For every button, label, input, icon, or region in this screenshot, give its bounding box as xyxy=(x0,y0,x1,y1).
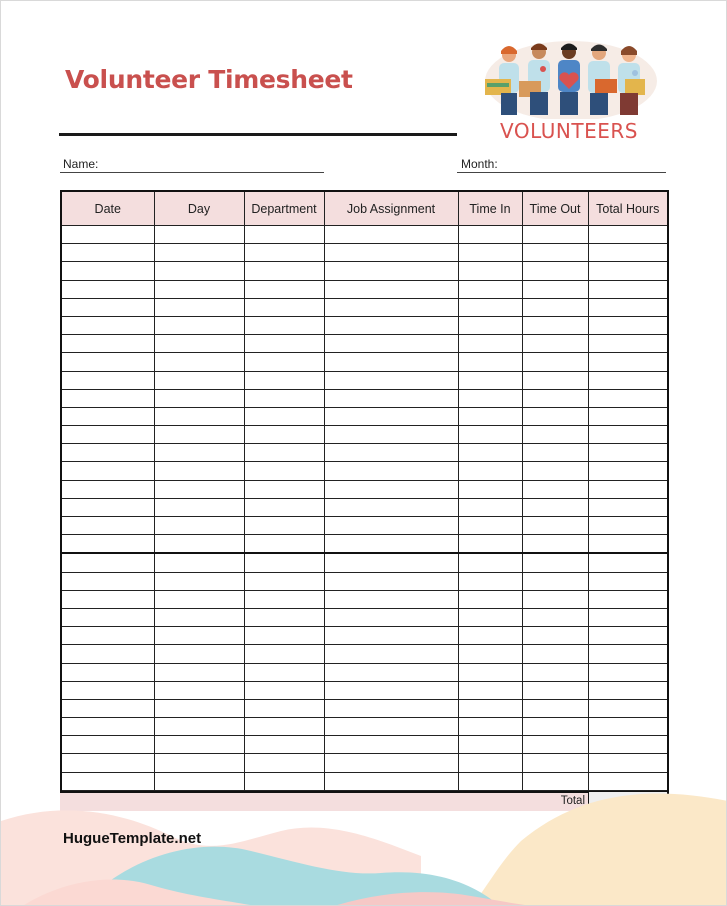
cell-department[interactable] xyxy=(244,498,324,516)
cell-department[interactable] xyxy=(244,371,324,389)
cell-day[interactable] xyxy=(154,316,244,334)
cell-day[interactable] xyxy=(154,498,244,516)
cell-day[interactable] xyxy=(154,444,244,462)
table-row xyxy=(61,335,668,353)
cell-time-out[interactable] xyxy=(522,718,588,736)
cell-total-hours[interactable] xyxy=(588,353,668,371)
cell-day[interactable] xyxy=(154,627,244,645)
cell-date[interactable] xyxy=(61,608,154,626)
cell-total-hours[interactable] xyxy=(588,498,668,516)
cell-job-assignment[interactable] xyxy=(324,590,458,608)
cell-job-assignment[interactable] xyxy=(324,627,458,645)
cell-total-hours[interactable] xyxy=(588,480,668,498)
cell-day[interactable] xyxy=(154,407,244,425)
cell-date[interactable] xyxy=(61,444,154,462)
cell-job-assignment[interactable] xyxy=(324,444,458,462)
cell-job-assignment[interactable] xyxy=(324,426,458,444)
cell-department[interactable] xyxy=(244,590,324,608)
table-row xyxy=(61,699,668,717)
header-day: Day xyxy=(154,191,244,226)
table-row xyxy=(61,498,668,516)
cell-time-out[interactable] xyxy=(522,663,588,681)
cell-department[interactable] xyxy=(244,226,324,244)
cell-time-in[interactable] xyxy=(458,262,522,280)
header-time-in: Time In xyxy=(458,191,522,226)
cell-job-assignment[interactable] xyxy=(324,280,458,298)
cell-time-in[interactable] xyxy=(458,444,522,462)
cell-total-hours[interactable] xyxy=(588,335,668,353)
cell-time-in[interactable] xyxy=(458,371,522,389)
cell-time-out[interactable] xyxy=(522,389,588,407)
cell-job-assignment[interactable] xyxy=(324,608,458,626)
cell-total-hours[interactable] xyxy=(588,754,668,772)
cell-total-hours[interactable] xyxy=(588,316,668,334)
cell-time-in[interactable] xyxy=(458,553,522,572)
cell-time-out[interactable] xyxy=(522,535,588,554)
table-row xyxy=(61,663,668,681)
cell-job-assignment[interactable] xyxy=(324,718,458,736)
header-job-assignment: Job Assignment xyxy=(324,191,458,226)
cell-date[interactable] xyxy=(61,663,154,681)
cell-day[interactable] xyxy=(154,226,244,244)
cell-time-out[interactable] xyxy=(522,645,588,663)
table-row xyxy=(61,480,668,498)
cell-day[interactable] xyxy=(154,517,244,535)
table-row xyxy=(61,353,668,371)
cell-department[interactable] xyxy=(244,736,324,754)
cell-total-hours[interactable] xyxy=(588,444,668,462)
cell-time-in[interactable] xyxy=(458,335,522,353)
cell-total-hours[interactable] xyxy=(588,517,668,535)
cell-department[interactable] xyxy=(244,389,324,407)
cell-time-out[interactable] xyxy=(522,462,588,480)
table-row xyxy=(61,371,668,389)
cell-time-out[interactable] xyxy=(522,608,588,626)
table-row xyxy=(61,389,668,407)
cell-department[interactable] xyxy=(244,244,324,262)
cell-job-assignment[interactable] xyxy=(324,371,458,389)
cell-time-in[interactable] xyxy=(458,736,522,754)
cell-date[interactable] xyxy=(61,645,154,663)
cell-job-assignment[interactable] xyxy=(324,335,458,353)
cell-time-out[interactable] xyxy=(522,335,588,353)
cell-job-assignment[interactable] xyxy=(324,553,458,572)
cell-day[interactable] xyxy=(154,553,244,572)
cell-time-in[interactable] xyxy=(458,389,522,407)
cell-job-assignment[interactable] xyxy=(324,535,458,554)
cell-job-assignment[interactable] xyxy=(324,389,458,407)
cell-day[interactable] xyxy=(154,262,244,280)
cell-time-in[interactable] xyxy=(458,627,522,645)
logo-text: VOLUNTEERS xyxy=(500,119,638,143)
cell-day[interactable] xyxy=(154,663,244,681)
cell-time-in[interactable] xyxy=(458,572,522,590)
cell-total-hours[interactable] xyxy=(588,426,668,444)
cell-time-out[interactable] xyxy=(522,699,588,717)
cell-department[interactable] xyxy=(244,262,324,280)
cell-job-assignment[interactable] xyxy=(324,645,458,663)
cell-job-assignment[interactable] xyxy=(324,699,458,717)
cell-job-assignment[interactable] xyxy=(324,663,458,681)
header-total-hours: Total Hours xyxy=(588,191,668,226)
cell-date[interactable] xyxy=(61,426,154,444)
table-header-row xyxy=(61,191,668,226)
header-time-out: Time Out xyxy=(522,191,588,226)
cell-job-assignment[interactable] xyxy=(324,316,458,334)
cell-job-assignment[interactable] xyxy=(324,480,458,498)
cell-time-in[interactable] xyxy=(458,535,522,554)
cell-time-out[interactable] xyxy=(522,480,588,498)
cell-time-out[interactable] xyxy=(522,426,588,444)
cell-department[interactable] xyxy=(244,480,324,498)
cell-department[interactable] xyxy=(244,298,324,316)
cell-job-assignment[interactable] xyxy=(324,462,458,480)
cell-time-in[interactable] xyxy=(458,280,522,298)
volunteers-illustration xyxy=(479,39,659,119)
month-field-line[interactable] xyxy=(457,172,666,173)
cell-day[interactable] xyxy=(154,389,244,407)
cell-job-assignment[interactable] xyxy=(324,262,458,280)
cell-time-out[interactable] xyxy=(522,444,588,462)
cell-time-in[interactable] xyxy=(458,645,522,663)
cell-date[interactable] xyxy=(61,389,154,407)
cell-department[interactable] xyxy=(244,280,324,298)
cell-total-hours[interactable] xyxy=(588,608,668,626)
cell-department[interactable] xyxy=(244,316,324,334)
cell-time-out[interactable] xyxy=(522,754,588,772)
cell-time-out[interactable] xyxy=(522,681,588,699)
table-body xyxy=(61,226,668,810)
table-row xyxy=(61,407,668,425)
cell-total-hours[interactable] xyxy=(588,389,668,407)
page-title: Volunteer Timesheet xyxy=(65,65,353,94)
cell-date[interactable] xyxy=(61,572,154,590)
cell-date[interactable] xyxy=(61,335,154,353)
table-row xyxy=(61,535,668,554)
cell-job-assignment[interactable] xyxy=(324,244,458,262)
cell-job-assignment[interactable] xyxy=(324,353,458,371)
cell-day[interactable] xyxy=(154,699,244,717)
table-row xyxy=(61,627,668,645)
table-row xyxy=(61,316,668,334)
table-row xyxy=(61,517,668,535)
cell-time-in[interactable] xyxy=(458,353,522,371)
cell-department[interactable] xyxy=(244,627,324,645)
cell-time-out[interactable] xyxy=(522,517,588,535)
cell-department[interactable] xyxy=(244,718,324,736)
table-row xyxy=(61,298,668,316)
volunteers-logo xyxy=(479,39,659,147)
cell-date[interactable] xyxy=(61,718,154,736)
cell-department[interactable] xyxy=(244,444,324,462)
cell-total-hours[interactable] xyxy=(588,572,668,590)
cell-department[interactable] xyxy=(244,353,324,371)
cell-time-out[interactable] xyxy=(522,316,588,334)
cell-department[interactable] xyxy=(244,517,324,535)
table-row xyxy=(61,262,668,280)
cell-day[interactable] xyxy=(154,462,244,480)
cell-time-out[interactable] xyxy=(522,226,588,244)
cell-time-in[interactable] xyxy=(458,407,522,425)
cell-date[interactable] xyxy=(61,262,154,280)
cell-date[interactable] xyxy=(61,681,154,699)
cell-date[interactable] xyxy=(61,754,154,772)
cell-time-out[interactable] xyxy=(522,498,588,516)
cell-time-out[interactable] xyxy=(522,280,588,298)
cell-day[interactable] xyxy=(154,590,244,608)
cell-date[interactable] xyxy=(61,226,154,244)
table-row xyxy=(61,426,668,444)
cell-department[interactable] xyxy=(244,407,324,425)
cell-department[interactable] xyxy=(244,335,324,353)
cell-job-assignment[interactable] xyxy=(324,754,458,772)
cell-time-in[interactable] xyxy=(458,298,522,316)
cell-date[interactable] xyxy=(61,298,154,316)
table-row xyxy=(61,572,668,590)
cell-date[interactable] xyxy=(61,498,154,516)
cell-total-hours[interactable] xyxy=(588,407,668,425)
cell-total-hours[interactable] xyxy=(588,663,668,681)
cell-date[interactable] xyxy=(61,699,154,717)
cell-day[interactable] xyxy=(154,298,244,316)
title-underline xyxy=(59,133,457,136)
cell-job-assignment[interactable] xyxy=(324,226,458,244)
cell-day[interactable] xyxy=(154,535,244,554)
cell-time-in[interactable] xyxy=(458,608,522,626)
month-label: Month: xyxy=(461,157,498,171)
cell-date[interactable] xyxy=(61,736,154,754)
cell-total-hours[interactable] xyxy=(588,280,668,298)
cell-time-in[interactable] xyxy=(458,462,522,480)
cell-total-hours[interactable] xyxy=(588,736,668,754)
cell-job-assignment[interactable] xyxy=(324,681,458,699)
cell-day[interactable] xyxy=(154,718,244,736)
cell-time-in[interactable] xyxy=(458,590,522,608)
cell-date[interactable] xyxy=(61,517,154,535)
cell-department[interactable] xyxy=(244,608,324,626)
cell-time-in[interactable] xyxy=(458,718,522,736)
cell-time-in[interactable] xyxy=(458,226,522,244)
cell-time-out[interactable] xyxy=(522,262,588,280)
cell-total-hours[interactable] xyxy=(588,262,668,280)
cell-department[interactable] xyxy=(244,645,324,663)
cell-total-hours[interactable] xyxy=(588,371,668,389)
cell-day[interactable] xyxy=(154,480,244,498)
cell-job-assignment[interactable] xyxy=(324,572,458,590)
cell-time-out[interactable] xyxy=(522,298,588,316)
cell-time-out[interactable] xyxy=(522,553,588,572)
cell-date[interactable] xyxy=(61,462,154,480)
cell-time-in[interactable] xyxy=(458,316,522,334)
table-row xyxy=(61,444,668,462)
cell-date[interactable] xyxy=(61,535,154,554)
table-row xyxy=(61,280,668,298)
header-department: Department xyxy=(244,191,324,226)
cell-day[interactable] xyxy=(154,426,244,444)
name-field-line[interactable] xyxy=(60,172,324,173)
cell-department[interactable] xyxy=(244,681,324,699)
cell-department[interactable] xyxy=(244,572,324,590)
cell-time-out[interactable] xyxy=(522,590,588,608)
cell-job-assignment[interactable] xyxy=(324,407,458,425)
cell-total-hours[interactable] xyxy=(588,627,668,645)
cell-total-hours[interactable] xyxy=(588,462,668,480)
cell-day[interactable] xyxy=(154,681,244,699)
cell-total-hours[interactable] xyxy=(588,244,668,262)
total-label: Total xyxy=(560,795,585,807)
cell-time-out[interactable] xyxy=(522,407,588,425)
cell-day[interactable] xyxy=(154,572,244,590)
cell-total-hours[interactable] xyxy=(588,553,668,572)
cell-date[interactable] xyxy=(61,407,154,425)
cell-time-in[interactable] xyxy=(458,699,522,717)
cell-date[interactable] xyxy=(61,590,154,608)
name-label: Name: xyxy=(63,157,99,171)
header-date: Date xyxy=(61,191,154,226)
cell-time-in[interactable] xyxy=(458,663,522,681)
cell-date[interactable] xyxy=(61,371,154,389)
cell-time-out[interactable] xyxy=(522,572,588,590)
cell-department[interactable] xyxy=(244,535,324,554)
cell-total-hours[interactable] xyxy=(588,645,668,663)
cell-day[interactable] xyxy=(154,335,244,353)
cell-day[interactable] xyxy=(154,371,244,389)
cell-total-hours[interactable] xyxy=(588,535,668,554)
cell-job-assignment[interactable] xyxy=(324,298,458,316)
cell-date[interactable] xyxy=(61,280,154,298)
cell-job-assignment[interactable] xyxy=(324,517,458,535)
table-row xyxy=(61,718,668,736)
cell-date[interactable] xyxy=(61,553,154,572)
cell-day[interactable] xyxy=(154,353,244,371)
cell-time-in[interactable] xyxy=(458,244,522,262)
cell-total-hours[interactable] xyxy=(588,590,668,608)
cell-department[interactable] xyxy=(244,553,324,572)
cell-time-in[interactable] xyxy=(458,517,522,535)
table-row xyxy=(61,590,668,608)
table-row xyxy=(61,244,668,262)
cell-department[interactable] xyxy=(244,699,324,717)
cell-day[interactable] xyxy=(154,280,244,298)
cell-day[interactable] xyxy=(154,608,244,626)
cell-total-hours[interactable] xyxy=(588,681,668,699)
table-row xyxy=(61,462,668,480)
cell-time-in[interactable] xyxy=(458,498,522,516)
cell-time-in[interactable] xyxy=(458,426,522,444)
brand-watermark: HugueTemplate.net xyxy=(63,830,202,847)
cell-department[interactable] xyxy=(244,426,324,444)
cell-time-out[interactable] xyxy=(522,736,588,754)
cell-department[interactable] xyxy=(244,754,324,772)
cell-day[interactable] xyxy=(154,244,244,262)
cell-total-hours[interactable] xyxy=(588,718,668,736)
timesheet-table xyxy=(60,190,669,810)
cell-total-hours[interactable] xyxy=(588,699,668,717)
table-row xyxy=(61,681,668,699)
cell-time-out[interactable] xyxy=(522,371,588,389)
table-row xyxy=(61,645,668,663)
cell-day[interactable] xyxy=(154,736,244,754)
cell-date[interactable] xyxy=(61,353,154,371)
cell-date[interactable] xyxy=(61,627,154,645)
cell-job-assignment[interactable] xyxy=(324,498,458,516)
cell-total-hours[interactable] xyxy=(588,298,668,316)
cell-time-out[interactable] xyxy=(522,244,588,262)
cell-job-assignment[interactable] xyxy=(324,736,458,754)
cell-department[interactable] xyxy=(244,462,324,480)
cell-time-in[interactable] xyxy=(458,681,522,699)
table-row xyxy=(61,608,668,626)
cell-date[interactable] xyxy=(61,244,154,262)
cell-date[interactable] xyxy=(61,480,154,498)
cell-time-out[interactable] xyxy=(522,627,588,645)
cell-date[interactable] xyxy=(61,316,154,334)
cell-day[interactable] xyxy=(154,754,244,772)
table-row xyxy=(61,736,668,754)
cell-time-in[interactable] xyxy=(458,480,522,498)
cell-day[interactable] xyxy=(154,645,244,663)
cell-department[interactable] xyxy=(244,663,324,681)
table-row xyxy=(61,553,668,572)
cell-time-out[interactable] xyxy=(522,353,588,371)
cell-total-hours[interactable] xyxy=(588,226,668,244)
table-row xyxy=(61,226,668,244)
table-row xyxy=(61,754,668,772)
cell-time-in[interactable] xyxy=(458,754,522,772)
